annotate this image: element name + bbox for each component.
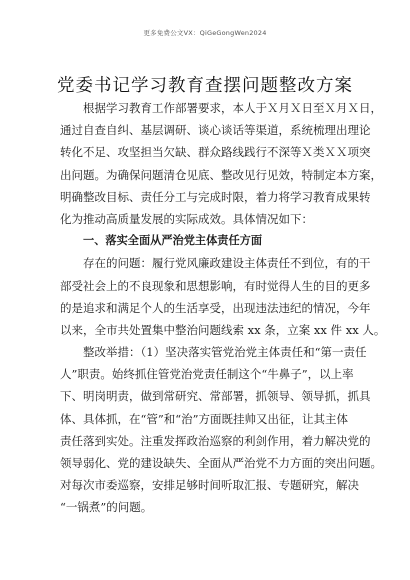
paragraph-line: 明确整改目标、责任分工与完成时限，着力将学习教育成果转	[60, 189, 371, 204]
paragraph-line: 部受社会上的不良现象和思想影响，有时觉得人生的目的更多	[60, 278, 371, 293]
paragraph-line: 整改举措：（1）坚决落实管党治党主体责任和“第一责任	[83, 345, 367, 360]
section-heading: 一、落实全面从严治党主体责任方面	[83, 234, 263, 248]
paragraph-line: 化为推动高质量发展的实际成效。具体情况如下：	[60, 211, 313, 226]
paragraph-line: 存在的问题：履行党风廉政建设主体责任不到位，有的干	[83, 256, 371, 271]
paragraph-line: 的是追求和满足个人的生活享受，出现违法违纪的情况，今年	[60, 300, 371, 315]
document-title: 党委书记学习教育查摆问题整改方案	[57, 76, 353, 96]
paragraph-line: 对每次市委巡察，安排足够时间听取汇报、专题研究，解决	[60, 478, 359, 493]
paragraph-line: 人”职责。始终抓住管党治党责任制这个“牛鼻子”，以上率	[60, 367, 354, 382]
paragraph-line: 转化不足、攻坚担当欠缺、群众路线践行不深等Ｘ类ＸＸ项突	[60, 145, 371, 160]
paragraph-line: “一锅煮”的问题。	[60, 500, 153, 515]
paragraph-line: 出问题。为确保问题清仓见底、整改见行见效，特制定本方案，	[60, 167, 382, 182]
paragraph-line: 通过自查自纠、基层调研、谈心谈话等渠道，系统梳理出理论	[60, 123, 371, 138]
document-body	[60, 97, 386, 519]
paragraph-line: 根据学习教育工作部署要求，本人于Ｘ月Ｘ日至Ｘ月Ｘ日，	[83, 101, 382, 115]
paragraph-line: 下、明岗明责，做到常研究、常部署，抓领导、领导抓，抓具	[60, 389, 371, 404]
watermark-text: 更多免费公文VX：QiGeGongWen2024	[143, 29, 267, 37]
paragraph-line: 以来，全市共处置集中整治问题线索 xx 条，立案 xx 件 xx 人。	[60, 322, 386, 337]
paragraph-line: 体、具体抓，在“管”和“治”方面既挂帅又出征，让其主体	[60, 411, 349, 426]
paragraph-line: 领导弱化、党的建设缺失、全面从严治党不力方面的突出问题。	[60, 456, 382, 470]
paragraph-line: 责任落到实处。注重发挥政治巡察的利剑作用，着力解决党的	[60, 433, 371, 448]
